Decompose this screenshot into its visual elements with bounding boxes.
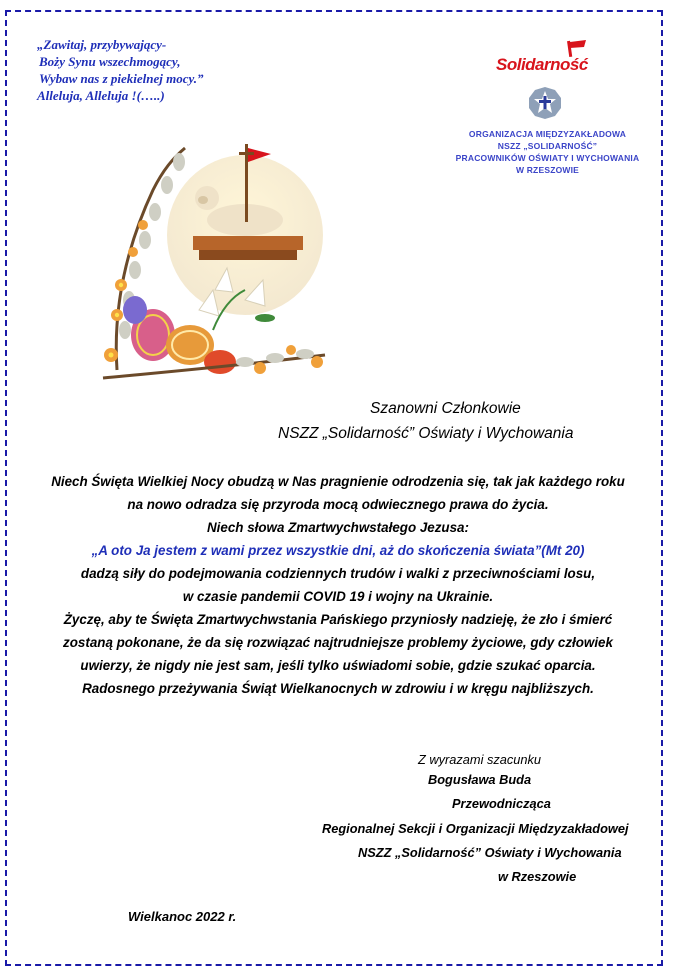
body-line: Radosnego przeżywania Świąt Wielkanocnych w zdrowiu i w kręgu najbliższych. (82, 681, 594, 696)
easter-lamb-illustration-icon (95, 140, 327, 382)
wishes-body (8, 470, 668, 700)
organization-name (440, 128, 655, 176)
signature-org-line: Regionalnej Sekcji i Organizacji Międzyzakładowej (322, 821, 629, 836)
signature-closing: Z wyrazami szacunku (418, 752, 542, 767)
org-line: ORGANIZACJA MIĘDZYZAKŁADOWA (468, 129, 627, 139)
poem-line: Wybaw nas z piekielnej mocy.” (39, 71, 204, 86)
solidarnosc-logo (494, 38, 604, 78)
star-cross-emblem-icon (525, 86, 565, 120)
body-line: zostaną pokonane, że da się rozwiązać najtrudniejsze problemy życiowe, gdy człowiek (63, 635, 613, 650)
body-line: dadzą siły do podejmowania codziennych trudów i walki z przeciwnościami losu, (80, 566, 596, 581)
greeting-line-1: Szanowni Członkowie (370, 400, 521, 417)
body-line: Niech słowa Zmartwychwstałego Jezusa: (207, 520, 469, 535)
letter-date: Wielkanoc 2022 r. (128, 909, 237, 924)
poem-line: Alleluja, Alleluja !(…..) (37, 88, 165, 103)
body-line: uwierzy, że nigdy nie jest sam, jeśli tylko uświadomi sobie, gdzie szukać oparcia. (80, 658, 596, 673)
org-line: PRACOWNIKÓW OŚWIATY I WYCHOWANIA (455, 153, 640, 163)
org-line: W RZESZOWIE (515, 165, 580, 175)
body-line: na nowo odradza się przyroda mocą odwiecznego prawa do życia. (127, 497, 549, 512)
body-line: Niech Święta Wielkiej Nocy obudzą w Nas pragnienie odrodzenia się, tak jak każdego roku (51, 474, 625, 489)
poem-line: Boży Synu wszechmogący, (39, 54, 181, 69)
body-line: w czasie pandemii COVID 19 i wojny na Ukrainie. (182, 589, 494, 604)
signature-name: Bogusława Buda (428, 772, 532, 787)
org-line: NSZZ „SOLIDARNOŚĆ” (497, 141, 598, 151)
greeting-line-2: NSZZ „Solidarność” Oświaty i Wychowania (278, 425, 574, 442)
body-line: Życzę, aby te Święta Zmartwychwstania Pańskiego przyniosły nadzieję, że zło i śmierć (63, 612, 613, 627)
scripture-quote: „A oto Ja jestem z wami przez wszystkie dni, aż do skończenia świata”(Mt 20) (91, 543, 585, 558)
easter-poem (37, 36, 267, 104)
logo-wordmark: Solidarność (496, 55, 588, 74)
poem-line: „Zawitaj, przybywający- (37, 37, 167, 52)
signature-title: Przewodnicząca (452, 796, 551, 811)
signature-org-line: w Rzeszowie (498, 869, 577, 884)
signature-org-line: NSZZ „Solidarność” Oświaty i Wychowania (358, 845, 622, 860)
